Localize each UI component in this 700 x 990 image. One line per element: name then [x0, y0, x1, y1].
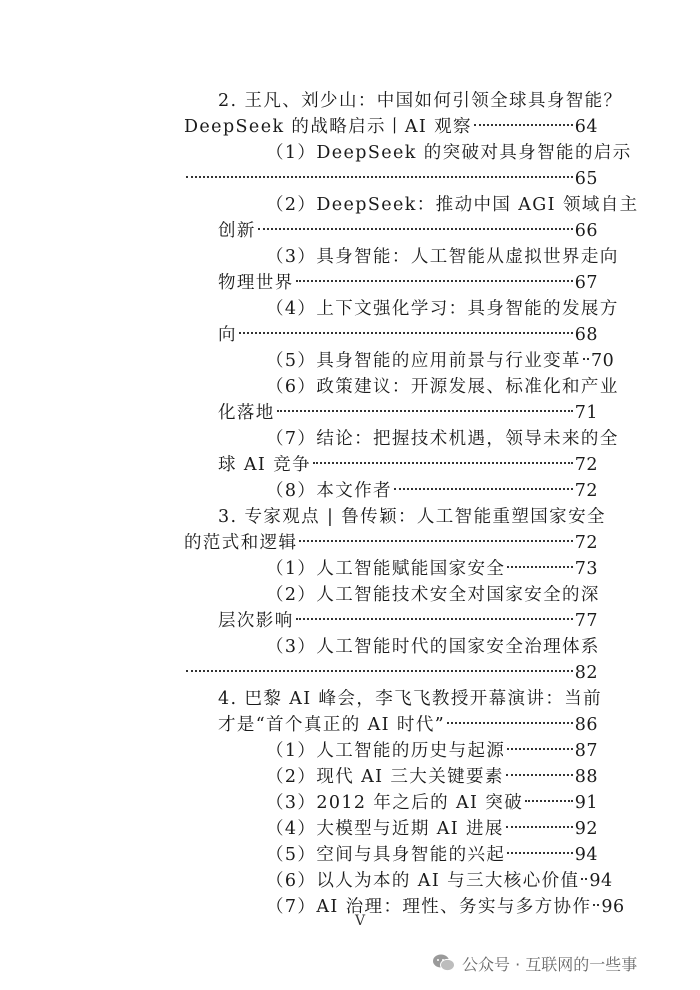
toc-entry — [184, 530, 598, 556]
toc-page-number: 77 — [574, 611, 598, 631]
dot-leader — [474, 124, 573, 126]
toc-entry — [218, 452, 598, 478]
toc-entry — [218, 270, 598, 296]
dot-leader — [506, 774, 573, 776]
toc-page-number: 91 — [574, 793, 598, 813]
toc-page-number: 87 — [574, 741, 598, 761]
toc-line — [266, 426, 619, 452]
toc-entry — [266, 556, 598, 582]
toc-page-number: 86 — [574, 715, 598, 735]
dot-leader — [525, 800, 573, 802]
toc-page-number: 72 — [574, 455, 598, 475]
toc-entry — [266, 738, 598, 764]
toc-entry-text: （1）人工智能的历史与起源 — [266, 741, 506, 761]
dot-leader — [186, 176, 573, 178]
toc-entry — [184, 114, 598, 140]
toc-page-number: 73 — [574, 559, 598, 579]
toc-entry-text: 才是“首个真正的 AI 时代” — [218, 715, 446, 735]
dot-leader — [447, 722, 573, 724]
toc-entry — [266, 842, 598, 868]
toc-entry-text: （2）现代 AI 三大关键要素 — [266, 767, 504, 787]
toc-entry-text: 物理世界 — [218, 273, 294, 293]
toc-entry — [184, 660, 598, 686]
toc-entry-text: （4）上下文强化学习：具身智能的发展方 — [266, 299, 619, 319]
toc-line — [266, 374, 619, 400]
toc-line — [218, 686, 603, 712]
dot-leader — [394, 488, 573, 490]
dot-leader — [507, 566, 572, 568]
toc-entry-text: （7）AI 治理：理性、务实与多方协作 — [266, 897, 592, 917]
toc-line — [266, 192, 639, 218]
toc-page-number: 70 — [590, 351, 615, 371]
dot-leader — [296, 280, 573, 282]
toc-entry-text: （4）大模型与近期 AI 进展 — [266, 819, 504, 839]
toc-line — [266, 582, 598, 608]
toc-entry — [266, 348, 615, 374]
toc-page-number: 65 — [574, 169, 598, 189]
toc-entry-text: 化落地 — [218, 403, 275, 423]
toc-page-number: 94 — [574, 845, 598, 865]
toc-entry-text: （7）结论：把握技术机遇，领导未来的全 — [266, 429, 619, 449]
toc-page-number: 67 — [574, 273, 598, 293]
dot-leader — [581, 878, 587, 880]
toc-page-number: 64 — [574, 117, 598, 137]
dot-leader — [507, 748, 572, 750]
toc-entry-text: （3）2012 年之后的 AI 突破 — [266, 793, 524, 813]
toc-entry-text: （1）DeepSeek 的突破对具身智能的启示 — [266, 143, 632, 163]
toc-page-number: 72 — [574, 481, 598, 501]
toc-entry — [218, 322, 598, 348]
watermark-text: 公众号 · 互联网的一些事 — [462, 954, 638, 974]
toc-entry — [266, 894, 625, 920]
toc-line — [218, 504, 606, 530]
toc-page-number: 92 — [574, 819, 598, 839]
toc-entry-text: （6）以人为本的 AI 与三大核心价值 — [266, 871, 580, 891]
toc-entry — [266, 816, 598, 842]
toc-page-number: 88 — [574, 767, 598, 787]
page-number: V — [355, 913, 366, 929]
toc-entry-text: （1）人工智能赋能国家安全 — [266, 559, 506, 579]
toc-page-number: 71 — [574, 403, 598, 423]
toc-entry — [266, 478, 598, 504]
toc-entry-text: 3. 专家观点 | 鲁传颖：人工智能重塑国家安全 — [218, 507, 606, 527]
toc-entry — [218, 712, 598, 738]
toc-entry-text: （2）人工智能技术安全对国家安全的深 — [266, 585, 600, 605]
toc-page-number: 72 — [574, 533, 598, 553]
toc-entry-text: 的范式和逻辑 — [184, 533, 298, 553]
dot-leader — [239, 332, 573, 334]
toc-entry-text: （2）DeepSeek：推动中国 AGI 领域自主 — [266, 195, 639, 215]
toc-entry-text: 层次影响 — [218, 611, 294, 631]
toc-entry — [218, 608, 598, 634]
dot-leader — [277, 410, 573, 412]
toc-entry-text: （5）空间与具身智能的兴起 — [266, 845, 506, 865]
toc-entry — [266, 868, 613, 894]
dot-leader — [296, 618, 573, 620]
toc-entry-text: （8）本文作者 — [266, 481, 392, 501]
toc-entry-text: 球 AI 竞争 — [218, 455, 311, 475]
toc-line — [218, 88, 623, 114]
dot-leader — [258, 228, 573, 230]
dot-leader — [313, 462, 573, 464]
toc-entry-text: DeepSeek 的战略启示丨AI 观察 — [184, 117, 472, 137]
dot-leader — [593, 904, 599, 906]
toc-line — [266, 634, 598, 660]
wechat-icon — [432, 953, 456, 973]
dot-leader — [583, 358, 589, 360]
toc-entry — [218, 400, 598, 426]
toc-entry-text: 2. 王凡、刘少山：中国如何引领全球具身智能？ — [218, 91, 623, 111]
toc-entry-text: （5）具身智能的应用前景与行业变革 — [266, 351, 581, 371]
dot-leader — [506, 826, 573, 828]
toc-entry — [266, 790, 598, 816]
toc-page-number: 96 — [601, 897, 625, 917]
toc-entry — [218, 218, 598, 244]
toc-line — [266, 244, 619, 270]
toc-entry — [266, 764, 598, 790]
toc-page-number: 68 — [574, 325, 598, 345]
toc-entry-text: （3）具身智能：人工智能从虚拟世界走向 — [266, 247, 619, 267]
toc-entry — [184, 166, 598, 192]
toc-page-number: 66 — [574, 221, 598, 241]
dot-leader — [186, 670, 573, 672]
toc-entry-text: （6）政策建议：开源发展、标准化和产业 — [266, 377, 619, 397]
toc-entry-text: 4. 巴黎 AI 峰会，李飞飞教授开幕演讲：当前 — [218, 689, 603, 709]
dot-leader — [507, 852, 572, 854]
toc-page-number: 82 — [574, 663, 598, 683]
toc-entry-text: 创新 — [218, 221, 256, 241]
toc-entry-text: （3）人工智能时代的国家安全治理体系 — [266, 637, 600, 657]
toc-line — [266, 140, 632, 166]
toc-line — [266, 296, 619, 322]
toc-entry-text: 向 — [218, 325, 237, 345]
watermark — [432, 948, 637, 978]
dot-leader — [299, 540, 572, 542]
toc-page-number: 94 — [589, 871, 613, 891]
